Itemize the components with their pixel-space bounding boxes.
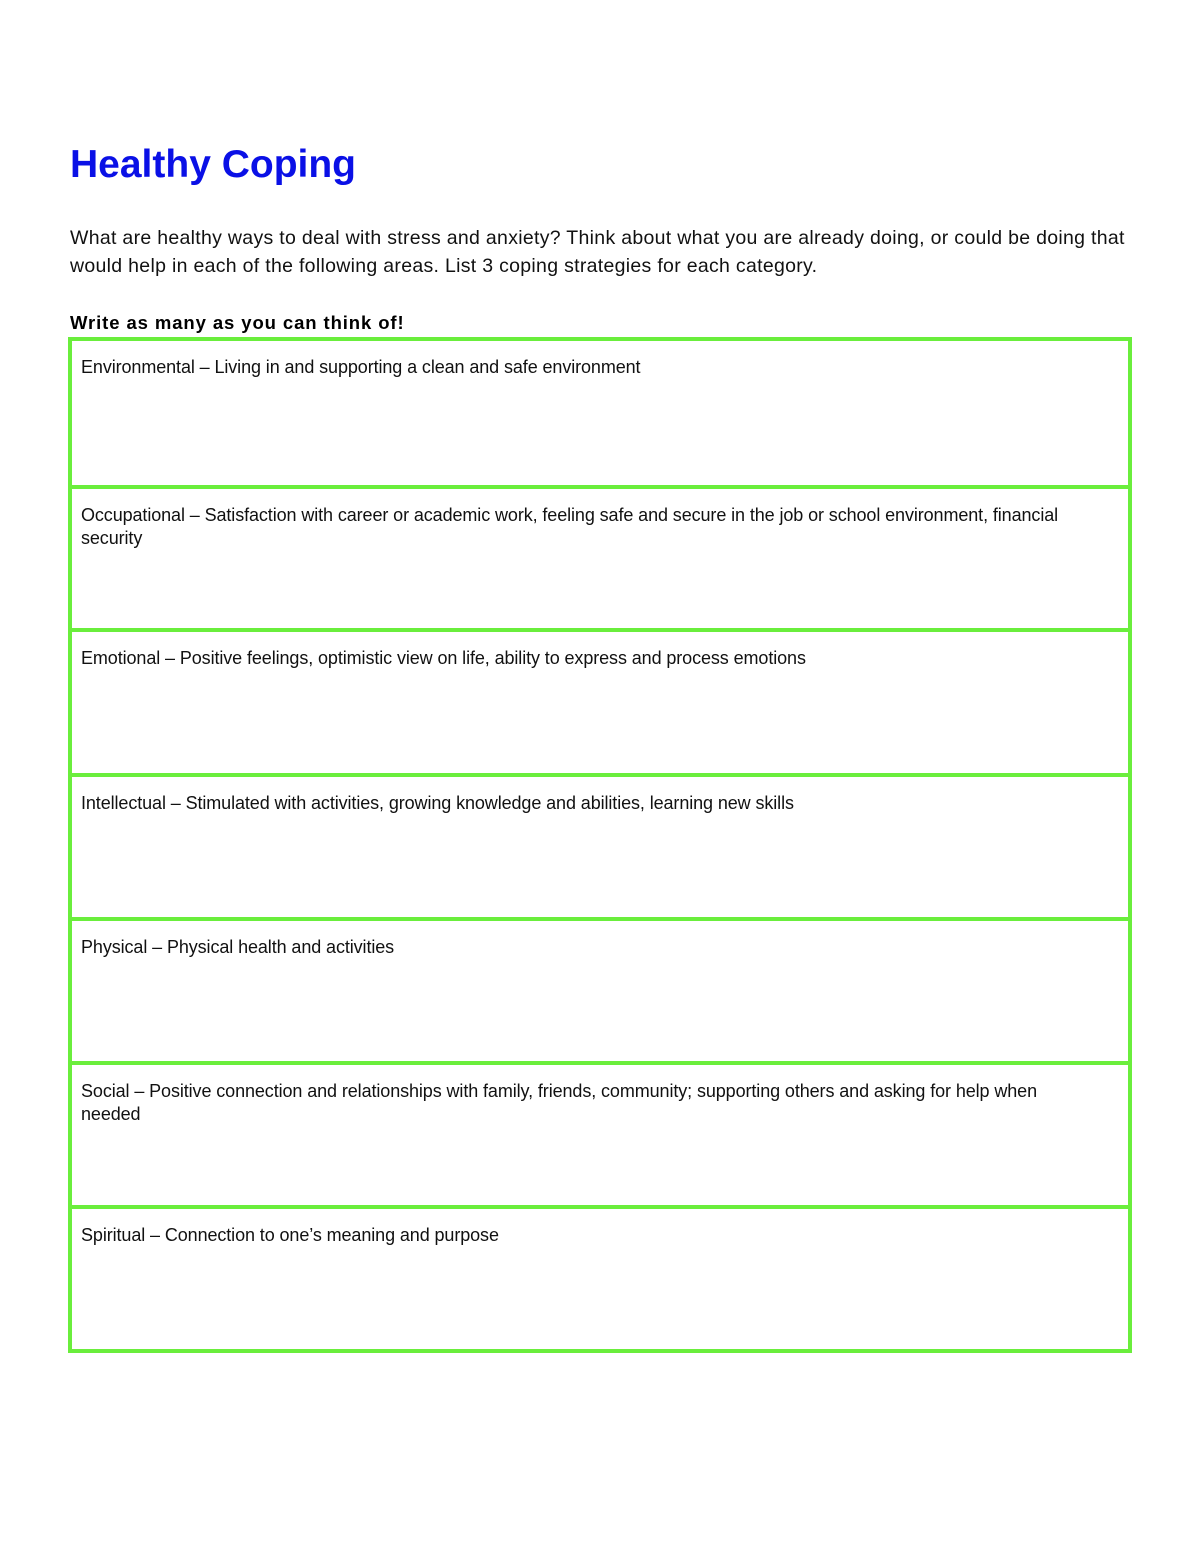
- category-row-spiritual[interactable]: [72, 1209, 1128, 1349]
- category-row-intellectual[interactable]: [72, 777, 1128, 917]
- category-row-environmental[interactable]: [72, 341, 1128, 485]
- category-row-occupational[interactable]: [72, 489, 1128, 629]
- page-title: Healthy Coping: [70, 143, 357, 186]
- category-label: Social – Positive connection and relationships with family, friends, community; supporting others and asking for help when needed: [81, 1081, 1037, 1124]
- category-row-social[interactable]: [72, 1065, 1128, 1205]
- category-label: Physical – Physical health and activities: [81, 937, 395, 957]
- category-row-physical[interactable]: [72, 921, 1128, 1061]
- category-label: Spiritual – Connection to one’s meaning and purpose: [81, 1225, 499, 1245]
- intro-paragraph: What are healthy ways to deal with stress and anxiety? Think about what you are already doing, or could be doing that would help in each of the following areas. List 3 coping strategies for each category.: [70, 227, 1125, 277]
- category-label: Emotional – Positive feelings, optimistic view on life, ability to express and process emotions: [81, 648, 806, 668]
- category-label: Occupational – Satisfaction with career or academic work, feeling safe and secure in the job or school environment, financial security: [81, 505, 1059, 548]
- category-label: Environmental – Living in and supporting a clean and safe environment: [81, 357, 641, 377]
- category-row-emotional[interactable]: [72, 632, 1128, 773]
- category-label: Intellectual – Stimulated with activities, growing knowledge and abilities, learning new skills: [81, 793, 794, 813]
- coping-categories-table: [68, 337, 1132, 1353]
- instruction-text: Write as many as you can think of!: [70, 312, 405, 333]
